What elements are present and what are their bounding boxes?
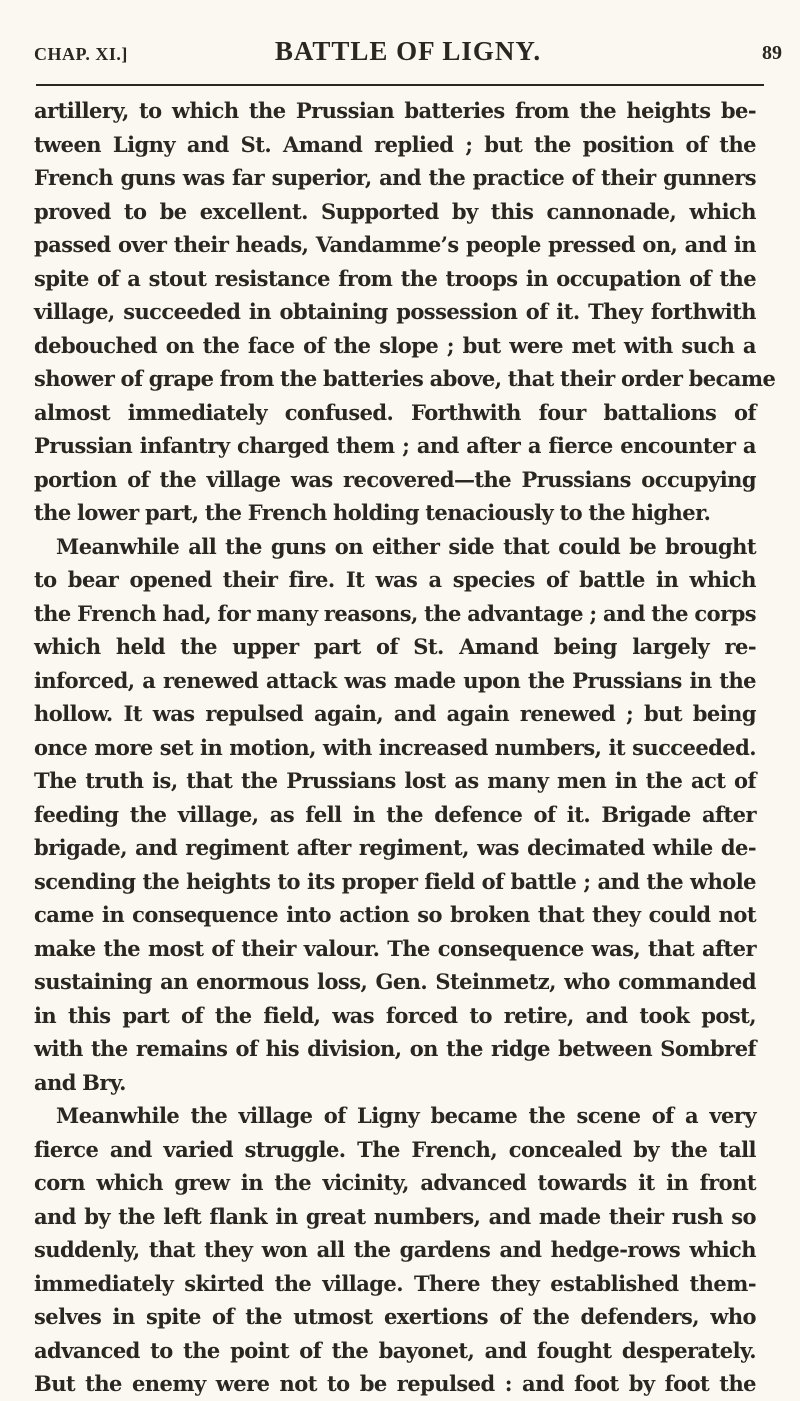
text-line: proved to be excellent. Supported by this cannonade, which (34, 198, 756, 224)
text-line: the French had, for many reasons, the advantage ; and the corps (34, 600, 756, 626)
text-line: selves in spite of the utmost exertions of the defenders, who (34, 1304, 756, 1329)
page-title: BATTLE OF LIGNY. (274, 36, 542, 66)
text-line: brigade, and regiment after regiment, was decimated while de- (34, 835, 756, 860)
text-line: tween Ligny and St. Amand replied ; but the position of the (34, 131, 756, 157)
text-line: village, succeeded in obtaining possession of it. They forthwith (34, 299, 756, 324)
text-line: shower of grape from the batteries above, that their order became (34, 366, 776, 391)
text-line: spite of a stout resistance from the troops in occupation of the (34, 265, 756, 291)
chapter-marker: CHAP. XI.] (34, 44, 128, 64)
text-line: sustaining an enormous loss, Gen. Steinmetz, who commanded (34, 969, 756, 994)
text-line: and Bry. (34, 1069, 126, 1095)
text-line: passed over their heads, Vandamme’s people pressed on, and in (34, 232, 756, 257)
text-line: Meanwhile all the guns on either side that could be brought (56, 533, 756, 559)
text-line: almost immediately confused. Forthwith four battalions of (34, 399, 756, 425)
text-line: suddenly, that they won all the gardens and hedge-rows which (34, 1237, 756, 1262)
text-line: Prussian infantry charged them ; and after a fierce encounter a (34, 433, 756, 458)
book-page (34, 36, 782, 1401)
text-line: which held the upper part of St. Amand being largely re- (34, 634, 756, 659)
page-number: 89 (762, 42, 782, 64)
text-line: corn which grew in the vicinity, advanced towards it in front (34, 1170, 756, 1195)
text-line: scending the heights to its proper field of battle ; and the whole (34, 868, 756, 894)
text-line: came in consequence into action so broken that they could not (34, 902, 756, 927)
text-line: in this part of the field, was forced to retire, and took post, (34, 1002, 756, 1028)
running-head (34, 36, 782, 70)
text-line: make the most of their valour. The consequence was, that after (34, 935, 756, 961)
text-line: immediately skirted the village. There they established them- (34, 1270, 756, 1296)
header-rule (36, 84, 764, 86)
text-line: Meanwhile the village of Ligny became the scene of a very (56, 1103, 756, 1128)
text-line: artillery, to which the Prussian batteries from the heights be- (34, 98, 756, 123)
text-line: to bear opened their fire. It was a species of battle in which (34, 567, 756, 592)
text-line: The truth is, that the Prussians lost as many men in the act of (34, 768, 756, 793)
text-line: the lower part, the French holding tenaciously to the higher. (34, 500, 711, 525)
text-line: hollow. It was repulsed again, and again renewed ; but being (34, 701, 756, 726)
text-line: once more set in motion, with increased numbers, it succeeded. (34, 734, 756, 760)
text-line: and by the left flank in great numbers, and made their rush so (34, 1203, 756, 1229)
text-line: advanced to the point of the bayonet, and fought desperately. (34, 1337, 756, 1363)
text-line: But the enemy were not to be repulsed : and foot by foot the (34, 1371, 756, 1396)
text-line: portion of the village was recovered—the Prussians occupying (34, 466, 756, 492)
text-line: debouched on the face of the slope ; but were met with such a (34, 332, 756, 358)
text-line: with the remains of his division, on the ridge between Sombref (34, 1036, 756, 1061)
text-line: fierce and varied struggle. The French, concealed by the tall (34, 1136, 756, 1162)
text-line: inforced, a renewed attack was made upon the Prussians in the (34, 667, 756, 693)
text-line: French guns was far superior, and the practice of their gunners (34, 165, 756, 190)
body-text (34, 94, 776, 1401)
text-line: feeding the village, as fell in the defence of it. Brigade after (34, 801, 756, 827)
